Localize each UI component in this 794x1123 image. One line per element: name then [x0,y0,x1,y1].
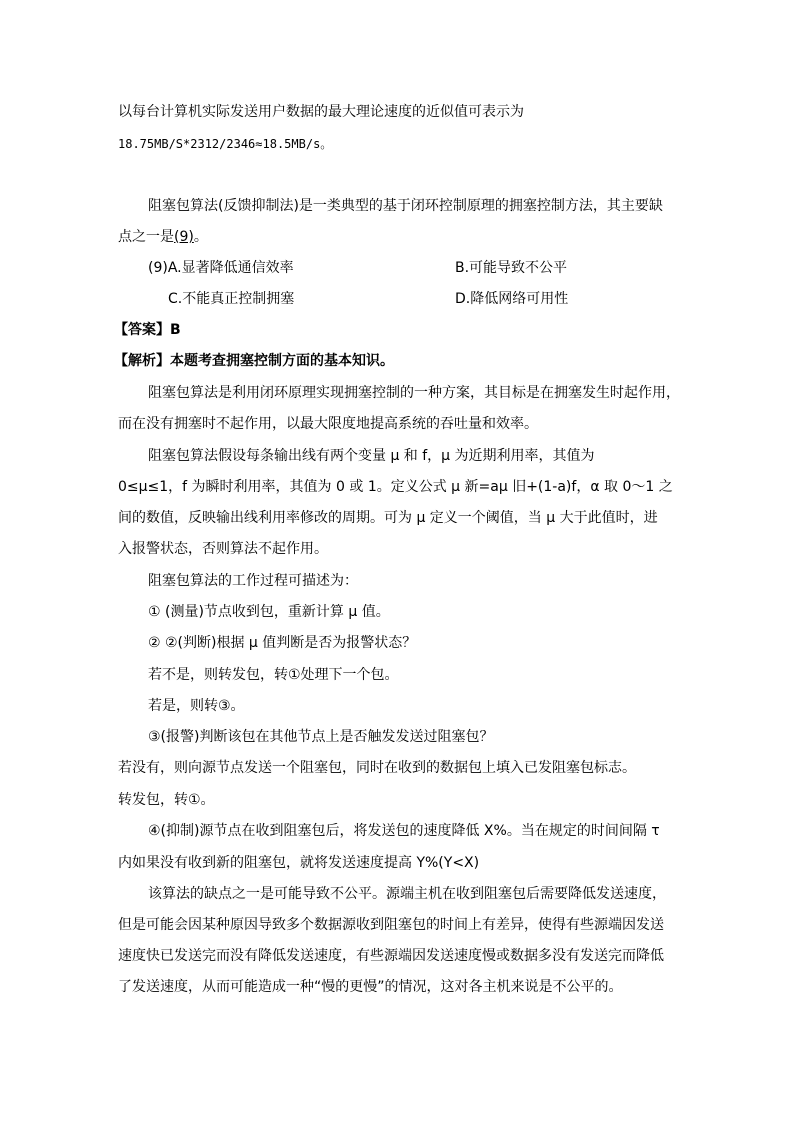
analysis-heading [114,351,394,371]
question-stem-continued [118,227,208,247]
analysis-line: 该算法的缺点之一是可能导致不公平。源端主机在收到阻塞包后需要降低发送速度， [148,886,666,902]
analysis-line: ④(抑制)源节点在收到阻塞包后，将发送包的速度降低 X%。当在规定的时间间隔 τ [148,823,660,839]
option-b: B.可能导致不公平 [455,260,568,276]
analysis-title: 本题考查拥塞控制方面的基本知识。 [170,353,394,369]
analysis-line: 了发送速度，从而可能造成一种“慢的更慢”的情况，这对各主机来说是不公平的。 [118,979,623,995]
question-stem: 阻塞包算法(反馈抑制法)是一类典型的基于闭环控制原理的拥塞控制方法，其主要缺 [148,198,663,214]
analysis-line: 0≤μ≤1，f 为瞬时利用率，其值为 0 或 1。定义公式 μ 新=aμ 旧+(1-a)f，α 取 0～1 之 [118,479,673,495]
analysis-line: ③(报警)判断该包在其他节点上是否触发发送过阻塞包？ [148,729,494,745]
analysis-line: ② ②(判断)根据 μ 值判断是否为报警状态？ [148,635,417,651]
analysis-line: 阻塞包算法是利用闭环原理实现拥塞控制的一种方案，其目标是在拥塞发生时起作用， [148,385,680,401]
analysis-line: 入报警状态，否则算法不起作用。 [118,541,328,557]
analysis-label: 【解析】 [114,353,170,369]
analysis-line: 转发包，转①。 [118,792,215,808]
analysis-line: 若不是，则转发包，转①处理下一个包。 [148,667,399,683]
option-c: C.不能真正控制拥塞 [168,291,295,307]
analysis-line: 内如果没有收到新的阻塞包，就将发送速度提高 Y%(Y<X) [118,855,480,871]
option-d: D.降低网络可用性 [455,291,569,307]
analysis-line: 间的数值，反映输出线利用率修改的周期。可为 μ 定义一个阈值，当 μ 大于此值时，进 [118,510,658,526]
analysis-line: 但是可能会因某种原因导致多个数据源收到阻塞包的时间上有差异，使得有些源端因发送 [118,917,664,933]
analysis-line: 若是，则转③。 [148,698,245,714]
analysis-line: 阻塞包算法的工作过程可描述为： [148,573,358,589]
stem-prefix: 点之一是 [118,229,174,245]
answer-value: B [170,322,181,338]
analysis-line: ① (测量)节点收到包，重新计算 μ 值。 [148,604,390,620]
intro-text: 以每台计算机实际发送用户数据的最大理论速度的近似值可表示为 [118,104,524,120]
option-a: (9)A.显著降低通信效率 [148,260,294,276]
stem-suffix: 。 [193,229,208,245]
answer-label: 【答案】 [114,322,170,338]
analysis-line: 速度快已发送完而没有降低发送速度，有些源端因发送速度慢或数据多没有发送完而降低 [118,948,664,964]
analysis-line: 若没有，则向源节点发送一个阻塞包，同时在收到的数据包上填入已发阻塞包标志。 [118,760,636,776]
analysis-line: 而在没有拥塞时不起作用，以最大限度地提高系统的吞吐量和效率。 [118,416,538,432]
answer-line [114,320,181,340]
analysis-line: 阻塞包算法假设每条输出线有两个变量 μ 和 f，μ 为近期利用率，其值为 [148,448,595,464]
speed-formula: 18.75MB/S*2312/2346≈18.5MB/s。 [118,137,333,151]
question-blank: (9) [174,229,194,245]
